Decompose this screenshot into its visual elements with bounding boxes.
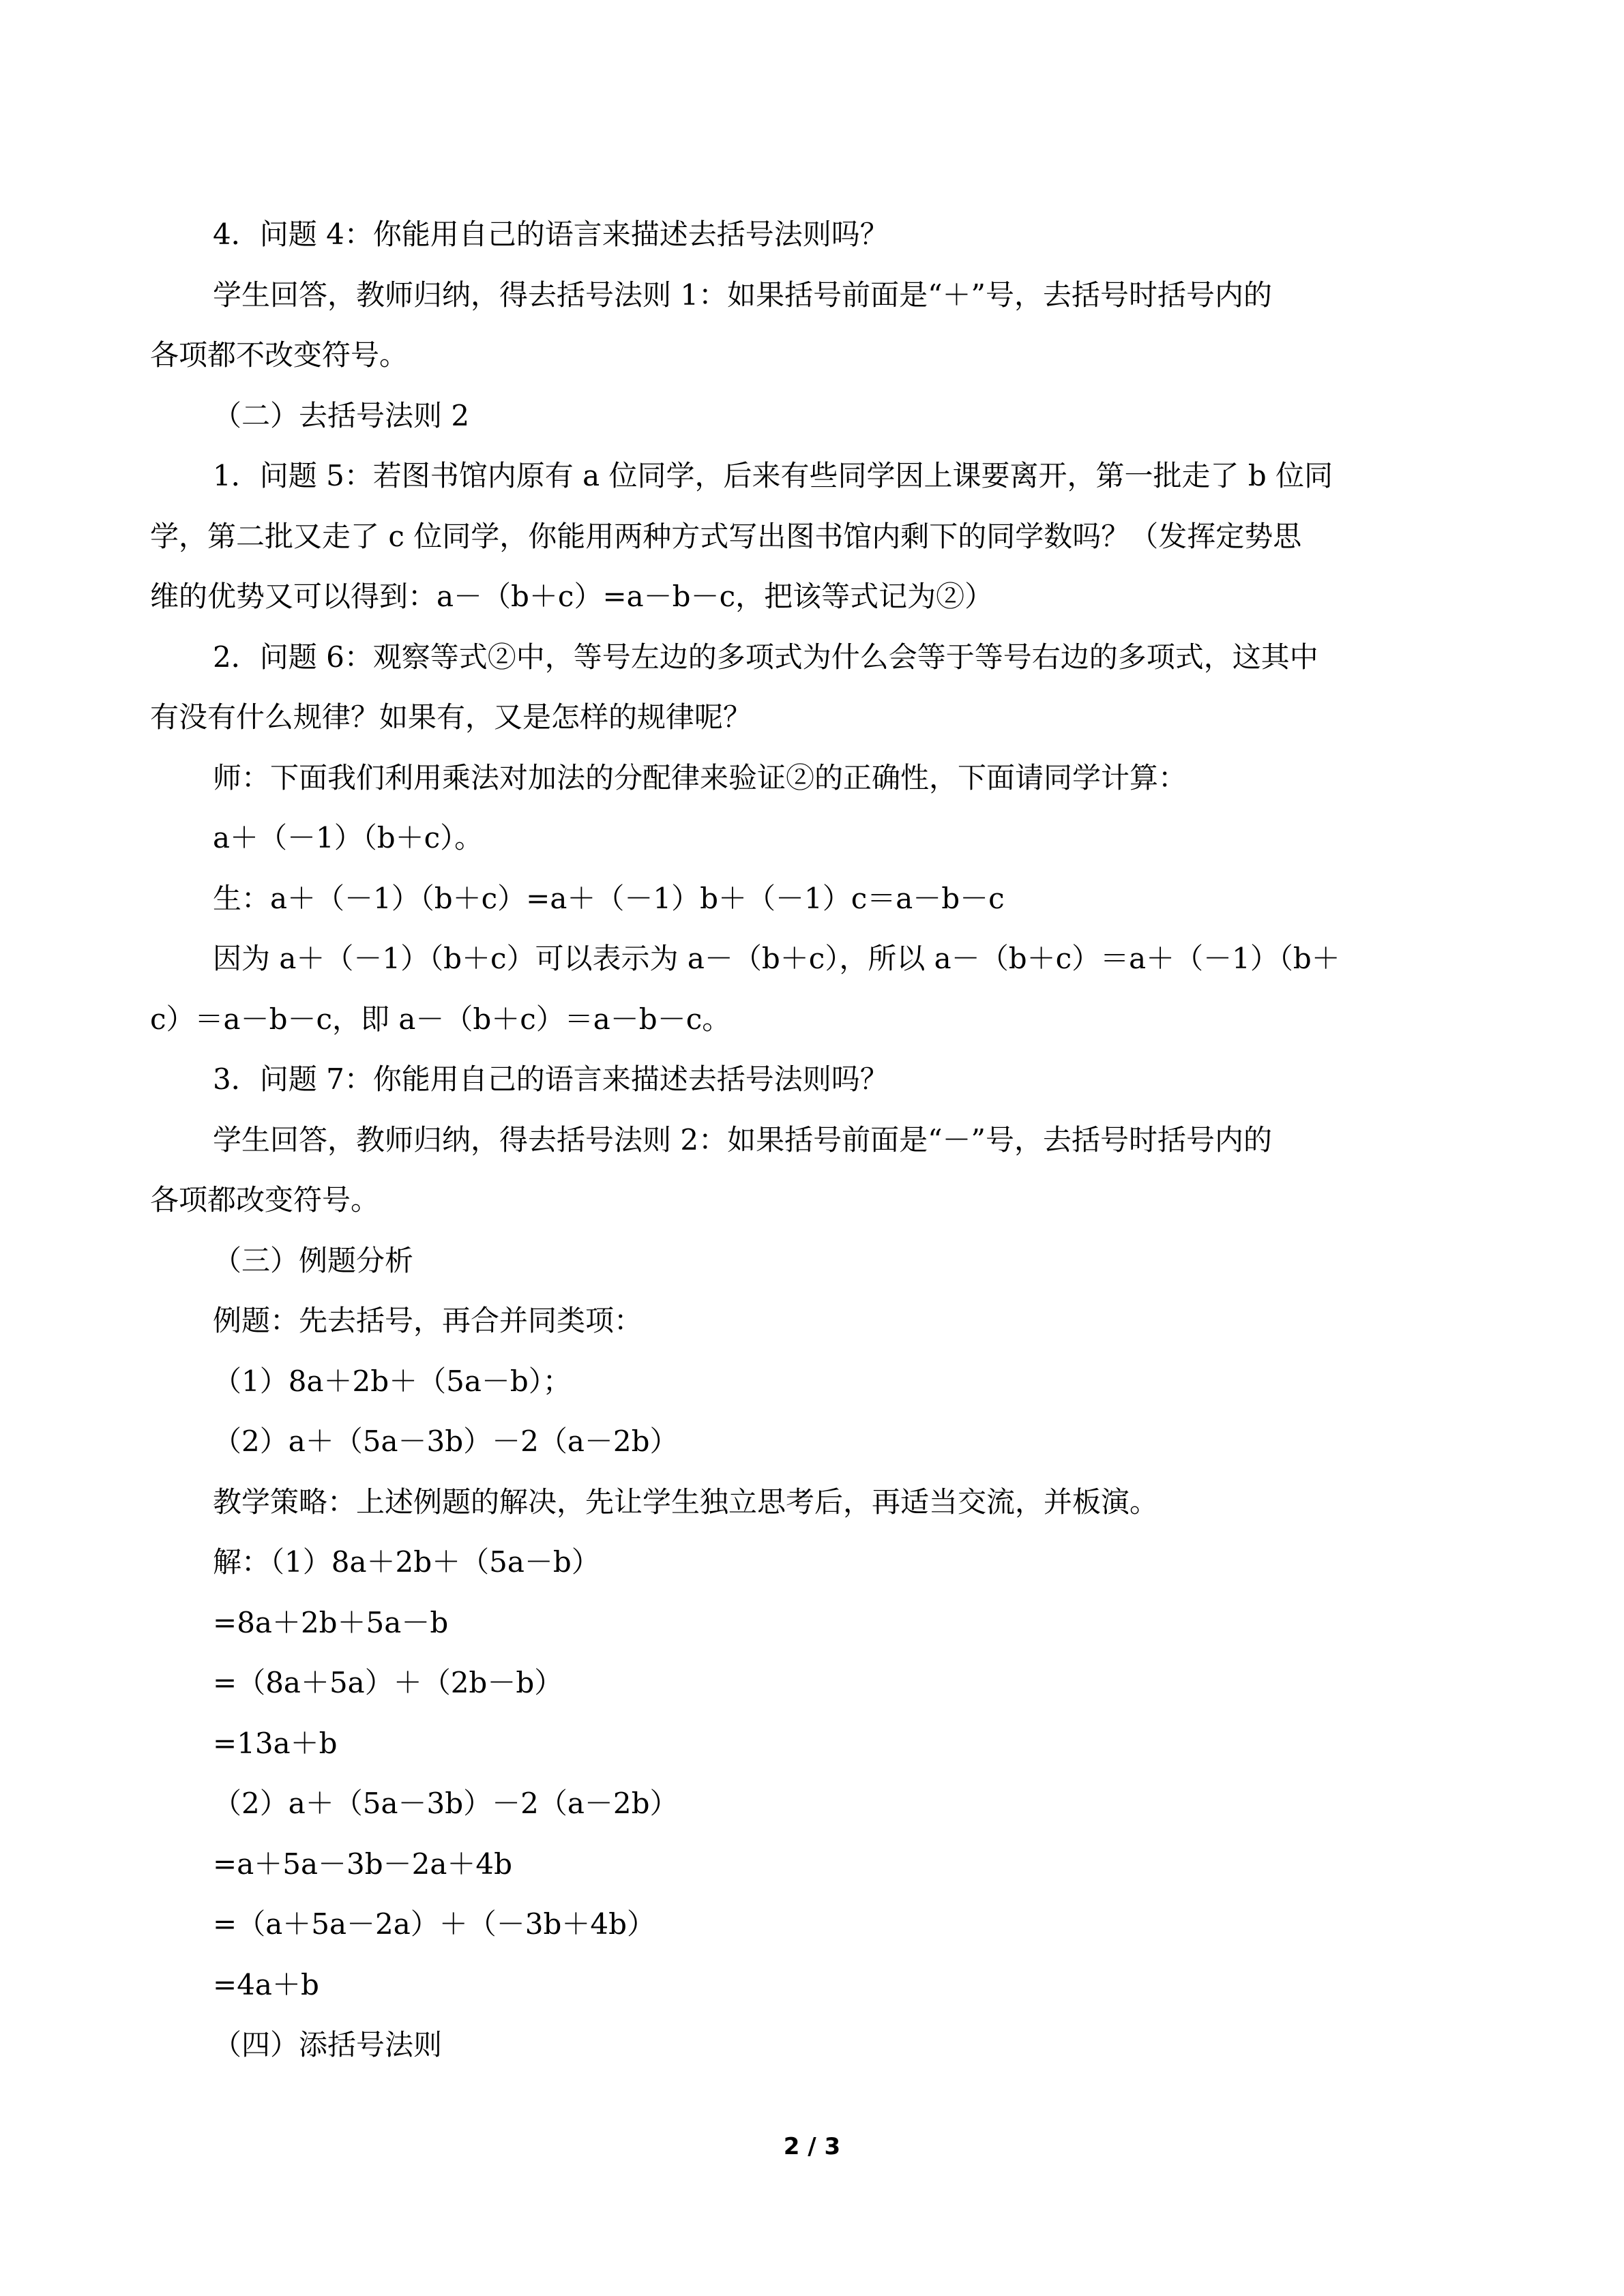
text-line: 维的优势又可以得到：a－（b＋c）=a－b－c，把该等式记为②）	[150, 580, 994, 613]
text-line: 生：a＋（－1）（b＋c）=a＋（－1）b＋（－1）c＝a－b－c	[213, 881, 1005, 915]
text-line: （1）8a＋2b＋（5a－b）；	[213, 1364, 572, 1398]
text-line: 1．问题 5：若图书馆内原有 a 位同学，后来有些同学因上课要离开，第一批走了 b 位同	[213, 459, 1333, 492]
text-line: （三）例题分析	[213, 1243, 414, 1277]
text-line: （二）去括号法则 2	[213, 398, 470, 432]
text-line: =8a＋2b＋5a－b	[213, 1605, 449, 1639]
text-line: 解：（1）8a＋2b＋（5a－b）	[213, 1545, 600, 1579]
text-line: 4．问题 4：你能用自己的语言来描述去括号法则吗？	[213, 218, 889, 251]
text-line: （2）a＋（5a－3b）－2（a－2b）	[213, 1425, 679, 1458]
text-line: =（a＋5a－2a）＋（－3b＋4b）	[213, 1907, 655, 1941]
text-line: 教学策略：上述例题的解决，先让学生独立思考后，再适当交流，并板演。	[213, 1485, 1159, 1519]
text-line: 学生回答，教师归纳，得去括号法则 1：如果括号前面是“＋”号，去括号时括号内的	[213, 278, 1273, 312]
text-line: 例题：先去括号，再合并同类项：	[213, 1304, 643, 1337]
text-line: =4a＋b	[213, 1967, 319, 2001]
document-body	[150, 205, 1473, 2076]
text-line: 3．问题 7：你能用自己的语言来描述去括号法则吗？	[213, 1062, 889, 1096]
text-line: =a＋5a－3b－2a＋4b	[213, 1847, 512, 1881]
text-line: 2．问题 6：观察等式②中，等号左边的多项式为什么会等于等号右边的多项式，这其中	[213, 640, 1318, 674]
text-line: =（8a＋5a）＋（2b－b）	[213, 1666, 563, 1699]
text-line: 各项都改变符号。	[150, 1183, 380, 1217]
text-line: 有没有什么规律？如果有，又是怎样的规律呢？	[150, 700, 752, 734]
text-line: 学生回答，教师归纳，得去括号法则 2：如果括号前面是“－”号，去括号时括号内的	[213, 1122, 1273, 1157]
text-line: 学，第二批又走了 c 位同学，你能用两种方式写出图书馆内剩下的同学数吗？（发挥定势思	[150, 519, 1302, 553]
text-line: 因为 a＋（－1）（b＋c）可以表示为 a－（b＋c），所以 a－（b＋c）＝a＋（－1）（b＋	[213, 942, 1340, 975]
text-line: =13a＋b	[213, 1726, 338, 1760]
text-line: （2）a＋（5a－3b）－2（a－2b）	[213, 1787, 679, 1820]
page-number: 2 / 3	[783, 2133, 841, 2160]
text-line: c）＝a－b－c，即 a－（b＋c）＝a－b－c。	[150, 1002, 731, 1036]
text-line: a＋（－1）（b＋c）。	[213, 821, 484, 854]
text-line: 各项都不改变符号。	[150, 338, 409, 372]
text-line: （四）添括号法则	[213, 2028, 443, 2061]
text-line: 师：下面我们利用乘法对加法的分配律来验证②的正确性，下面请同学计算：	[213, 760, 1187, 794]
